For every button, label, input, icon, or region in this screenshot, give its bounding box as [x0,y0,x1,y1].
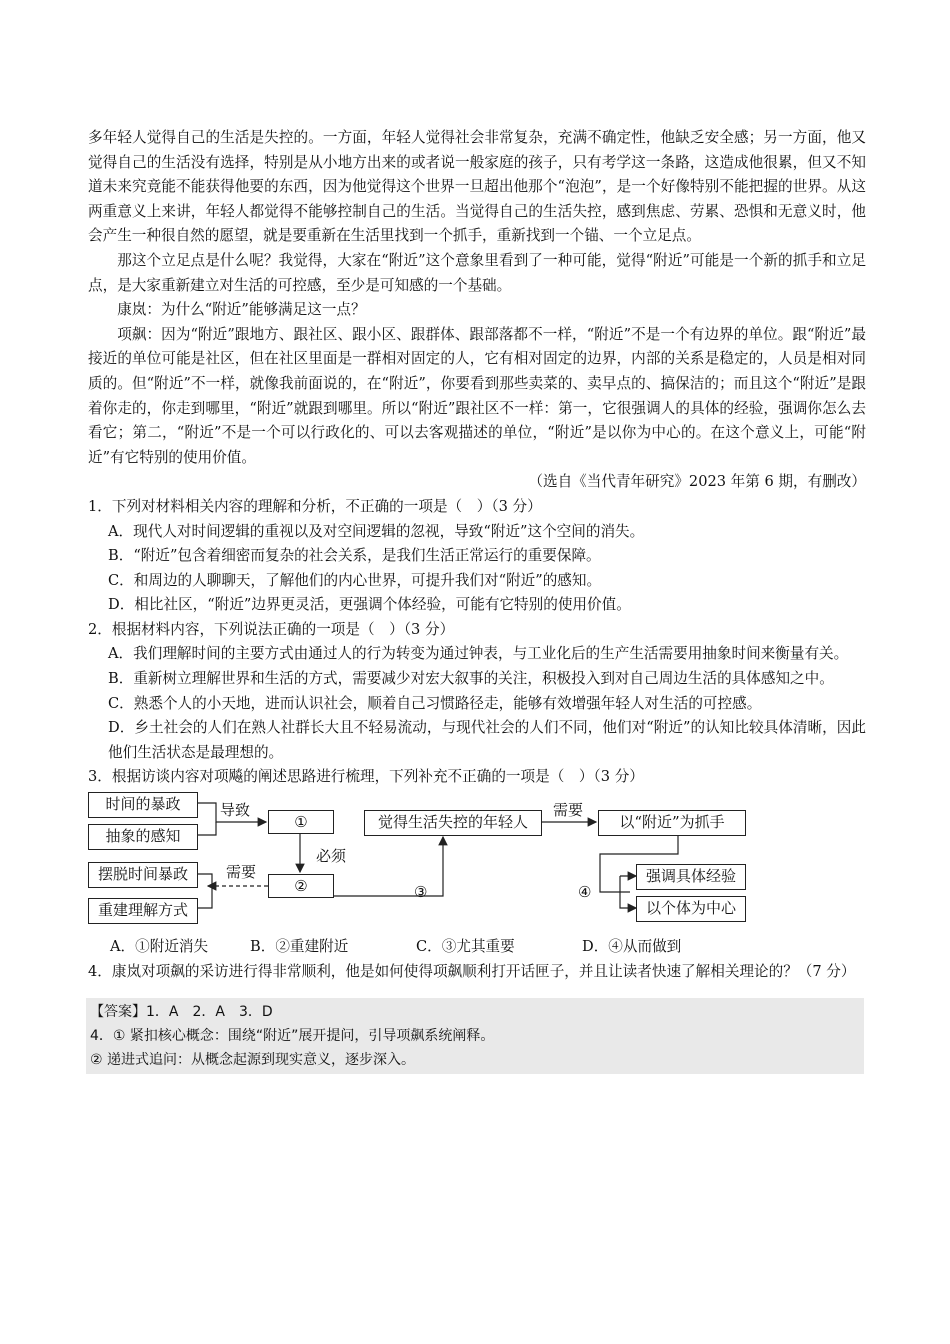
answer-block [86,998,864,1074]
label-leads-to: 导致 [220,801,251,820]
passage-paragraph-4: 项飙：因为“附近”跟地方、跟社区、跟小区、跟群体、跟部落都不一样，“附近”不是一个有边界的单位。跟“附近”最接近的单位可能是社区，但在社区里面是一群相对固定的人，它有相对固定的边界，内部的关系是稳定的，人员是相对同质的。但“附近”不一样，就像我前面说的，在“附近”，你要看到那些卖菜的、卖早点的、搞保洁的；而且这个“附近”是跟着你走的，你走到哪里，“附近”就跟到哪里。所以“附近”跟社区不一样：第一，它很强调人的具体的经验，强调你怎么去看它；第二，“附近”不是一个可以行政化的、可以去客观描述的单位，“附近”是以你为中心的。在这个意义上，可能“附近”有它特别的使用价值。 [88,325,866,466]
question-1-option-b: B．“附近”包含着细密而复杂的社会关系，是我们生活正常运行的重要保障。 [108,547,601,565]
answer-line-3: ② 递进式追问：从概念起源到现实意义，逐步深入。 [90,1052,415,1069]
connector-branch-center [620,892,636,908]
question-2-option-d: D．乡土社会的人们在熟人社群长大且不轻易流动，与现代社会的人们不同，他们对“附近”的认知比较具体清晰，因此他们生活状态是最理想的。 [108,719,866,761]
question-3-option-d: D．④从而做到 [582,938,682,956]
document-page [88,126,866,1074]
source-citation: （选自《当代青年研究》2023 年第 6 期，有删改） [528,473,866,491]
box-youth-lost-control: 觉得生活失控的年轻人 [364,810,542,836]
question-3-options [88,935,866,960]
passage-paragraph-3: 康岚：为什么“附近”能够满足这一点？ [117,301,366,319]
question-3-option-a: A．①附近消失 [110,938,209,956]
question-1-option-d: D．相比社区，“附近”边界更灵活，更强调个体经验，可能有它特别的使用价值。 [108,596,631,614]
label-needs-2: 需要 [553,801,584,820]
question-3-option-b: B．②重建附近 [250,938,349,956]
connector-escape-rebuild [198,874,212,908]
question-1-stem: 1．下列对材料相关内容的理解和分析，不正确的一项是（ ）（3 分） [88,497,542,515]
box-escape-tyranny: 摆脱时间暴政 [88,862,198,888]
answer-line-2: 4．① 紧扣核心概念：围绕“附近”展开提问，引导项飙系统阐释。 [90,1028,495,1045]
label-blank-3: ③ [414,883,428,902]
box-specific-experience: 强调具体经验 [636,864,746,890]
box-individual-center: 以个体为中心 [636,896,746,922]
question-2-option-a: A．我们理解时间的主要方式由通过人的行为转变为通过钟表，与工业化后的生产生活需要用抽象时间来衡量有关。 [108,645,849,663]
answer-line-1: 【答案】1．A 2．A 3．D [90,1004,273,1021]
passage-paragraph-1: 多年轻人觉得自己的生活是失控的。一方面，年轻人觉得社会非常复杂，充满不确定性，他缺乏安全感；另一方面，他又觉得自己的生活没有选择，特别是从小地方出来的或者说一般家庭的孩子，只有考学这一条路，这造成他很累，但又不知道未来究竟能不能获得他要的东西，因为他觉得这个世界一旦超出他那个“泡泡”，是一个好像特别不能把握的世界。从这两重意义上来讲，年轻人都觉得不能够控制自己的生活。当觉得自己的生活失控，感到焦虑、劳累、恐惧和无意义时，他会产生一种很自然的愿望，就是要重新在生活里找到一个抓手，重新找到一个锚、一个立足点。 [88,129,866,245]
connector-abstract [198,822,216,835]
box-abstract-perception: 抽象的感知 [88,824,198,850]
flow-diagram [88,790,866,935]
label-blank-4: ④ [578,883,592,902]
question-1-option-a: A．现代人对时间逻辑的重视以及对空间逻辑的忽视，导致“附近”这个空间的消失。 [108,522,645,540]
question-3-stem: 3．根据访谈内容对项飚的阐述思路进行梳理，下列补充不正确的一项是（ ）（3 分） [88,768,644,786]
box-blank-1: ① [268,810,334,834]
question-1-option-c: C．和周边的人聊聊天，了解他们的内心世界，可提升我们对“附近”的感知。 [108,571,602,589]
box-blank-2: ② [268,874,334,898]
question-4-stem: 4．康岚对项飙的采访进行得非常顺利，他是如何使得项飙顺利打开话匣子，并且让读者快速了解相关理论的？（7 分） [88,962,856,980]
question-3-option-c: C．③尤其重要 [416,938,515,956]
connector-branch-experience [620,876,636,892]
box-rebuild-understanding: 重建理解方式 [88,898,198,924]
passage-paragraph-2: 那这个立足点是什么呢？我觉得，大家在“附近”这个意象里看到了一种可能，觉得“附近”可能是一个新的抓手和立足点，是大家重新建立对生活的可控感，至少是可知感的一个基础。 [88,251,866,294]
question-2-option-b: B．重新树立理解世界和生活的方式，需要减少对宏大叙事的关注，积极投入到对自己周边生活的具体感知之中。 [108,670,834,688]
box-nearby-handle: 以“附近”为抓手 [598,810,746,836]
question-2-option-c: C．熟悉个人的小天地，进而认识社会，顺着自己习惯路径走，能够有效增强年轻人对生活的可控感。 [108,694,762,712]
label-must: 必须 [316,847,347,866]
question-2-stem: 2．根据材料内容，下列说法正确的一项是（ ）（3 分） [88,620,455,638]
box-time-tyranny: 时间的暴政 [88,792,198,818]
label-needs: 需要 [226,863,257,882]
